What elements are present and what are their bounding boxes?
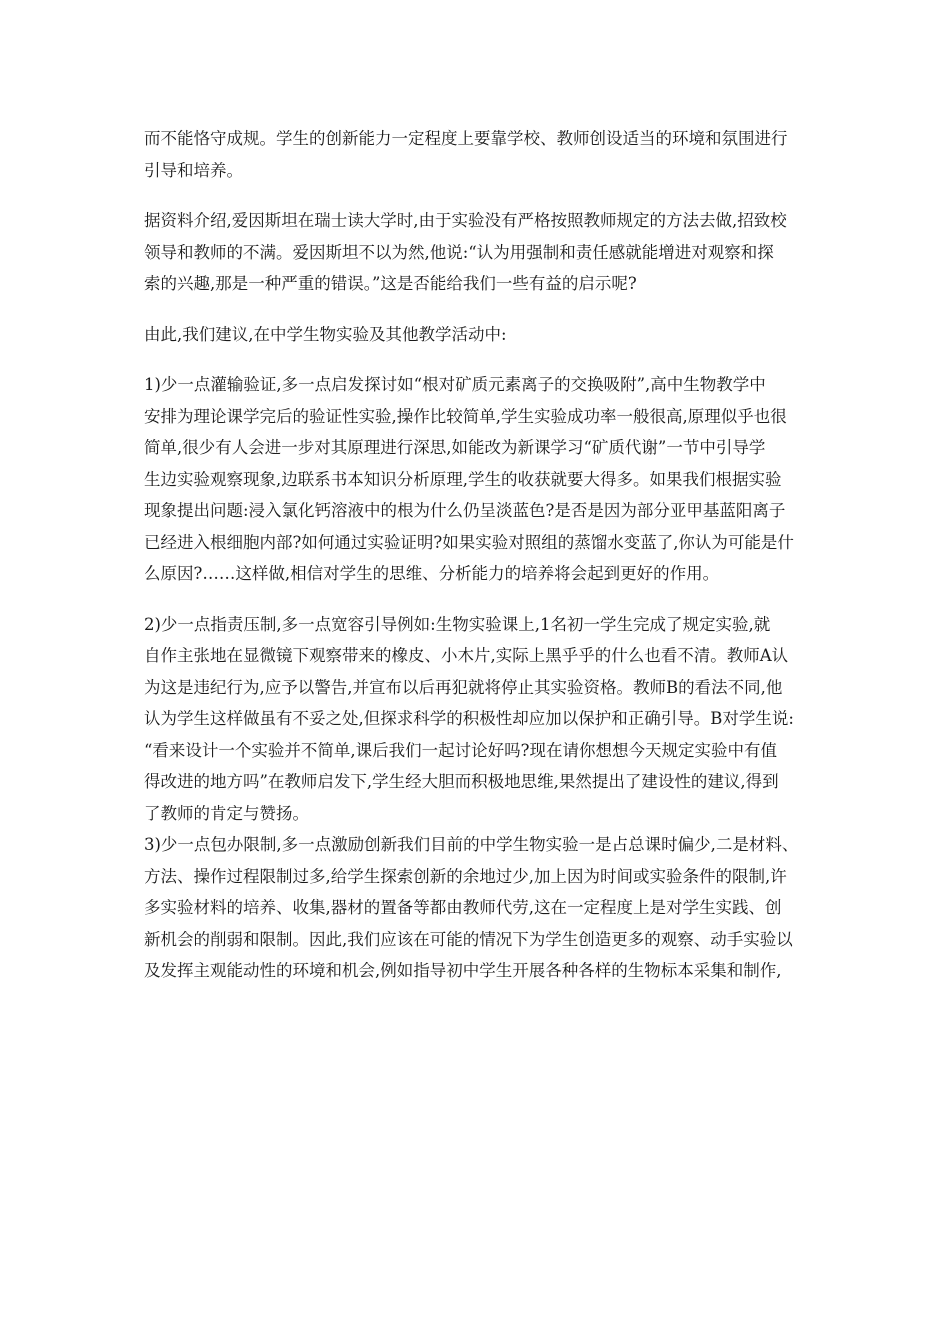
paragraph-point-1: 1)少一点灌输验证,多一点启发探讨如“根对矿质元素离子的交换吸附”,高中生物教学中 安排为理论课学完后的验证性实验,操作比较简单,学生实验成功率一般很高,原理似乎也很 简单,很少有人会进一步对其原理进行深思,如能改为新课学习“矿质代谢”一节中引导学 生边实验观察现象,边联系书本知识分析原理,学生的收获就要大得多。如果我们根据实验 现象提出问题:浸入氯化钙溶液中的根为什么仍呈淡蓝色?是否是因为部分亚甲基蓝阳离子 已经进入根细胞内部?如何通过实验证明?如果实验对照组的蒸馏水变蓝了,你认为可能是什 么原因?……这样做,相信对学生的思维、分析能力的培养将会起到更好的作用。	[144, 375, 794, 583]
paragraph-einstein: 据资料介绍,爱因斯坦在瑞士读大学时,由于实验没有严格按照教师规定的方法去做,招致校 领导和教师的不满。爱因斯坦不以为然,他说:“认为用强制和责任感就能增进对观察和探 索的兴趣,那是一种严重的错误。”这是否能给我们一些有益的启示呢?	[144, 211, 787, 293]
paragraph-point-2: 2)少一点指责压制,多一点宽容引导例如:生物实验课上,1名初一学生完成了规定实验,就 自作主张地在显微镜下观察带来的橡皮、小木片,实际上黑乎乎的什么也看不清。教师A认 为这是违纪行为,应予以警告,并宣布以后再犯就将停止其实验资格。教师B的看法不同,他 认为学生这样做虽有不妥之处,但探求科学的积极性却应加以保护和正确引导。B对学生说: “看来设计一个实验并不简单,课后我们一起讨论好吗?现在请你想想今天规定实验中有值 得改进的地方吗”在教师启发下,学生经大胆而积极地思维,果然提出了建设性的建议,得到 了教师的肯定与赞扬。	[144, 614, 794, 823]
paragraph-suggestion: 由此,我们建议,在中学生物实验及其他教学活动中:	[144, 324, 507, 344]
paragraph-point-3: 3)少一点包办限制,多一点激励创新我们目前的中学生物实验一是占总课时偏少,二是材料、 方法、操作过程限制过多,给学生探索创新的余地过少,加上因为时间或实验条件的限制,许 多实验材料的培养、收集,器材的置备等都由教师代劳,这在一定程度上是对学生实践、创 新机会的削弱和限制。因此,我们应该在可能的情况下为学生创造更多的观察、动手实验以 及发挥主观能动性的环境和机会,例如指导初中学生开展各种各样的生物标本采集和制作,	[144, 835, 799, 980]
document-body	[144, 123, 810, 987]
paragraph-intro: 而不能恪守成规。学生的创新能力一定程度上要靠学校、教师创设适当的环境和氛围进行 引导和培养。	[144, 129, 788, 180]
